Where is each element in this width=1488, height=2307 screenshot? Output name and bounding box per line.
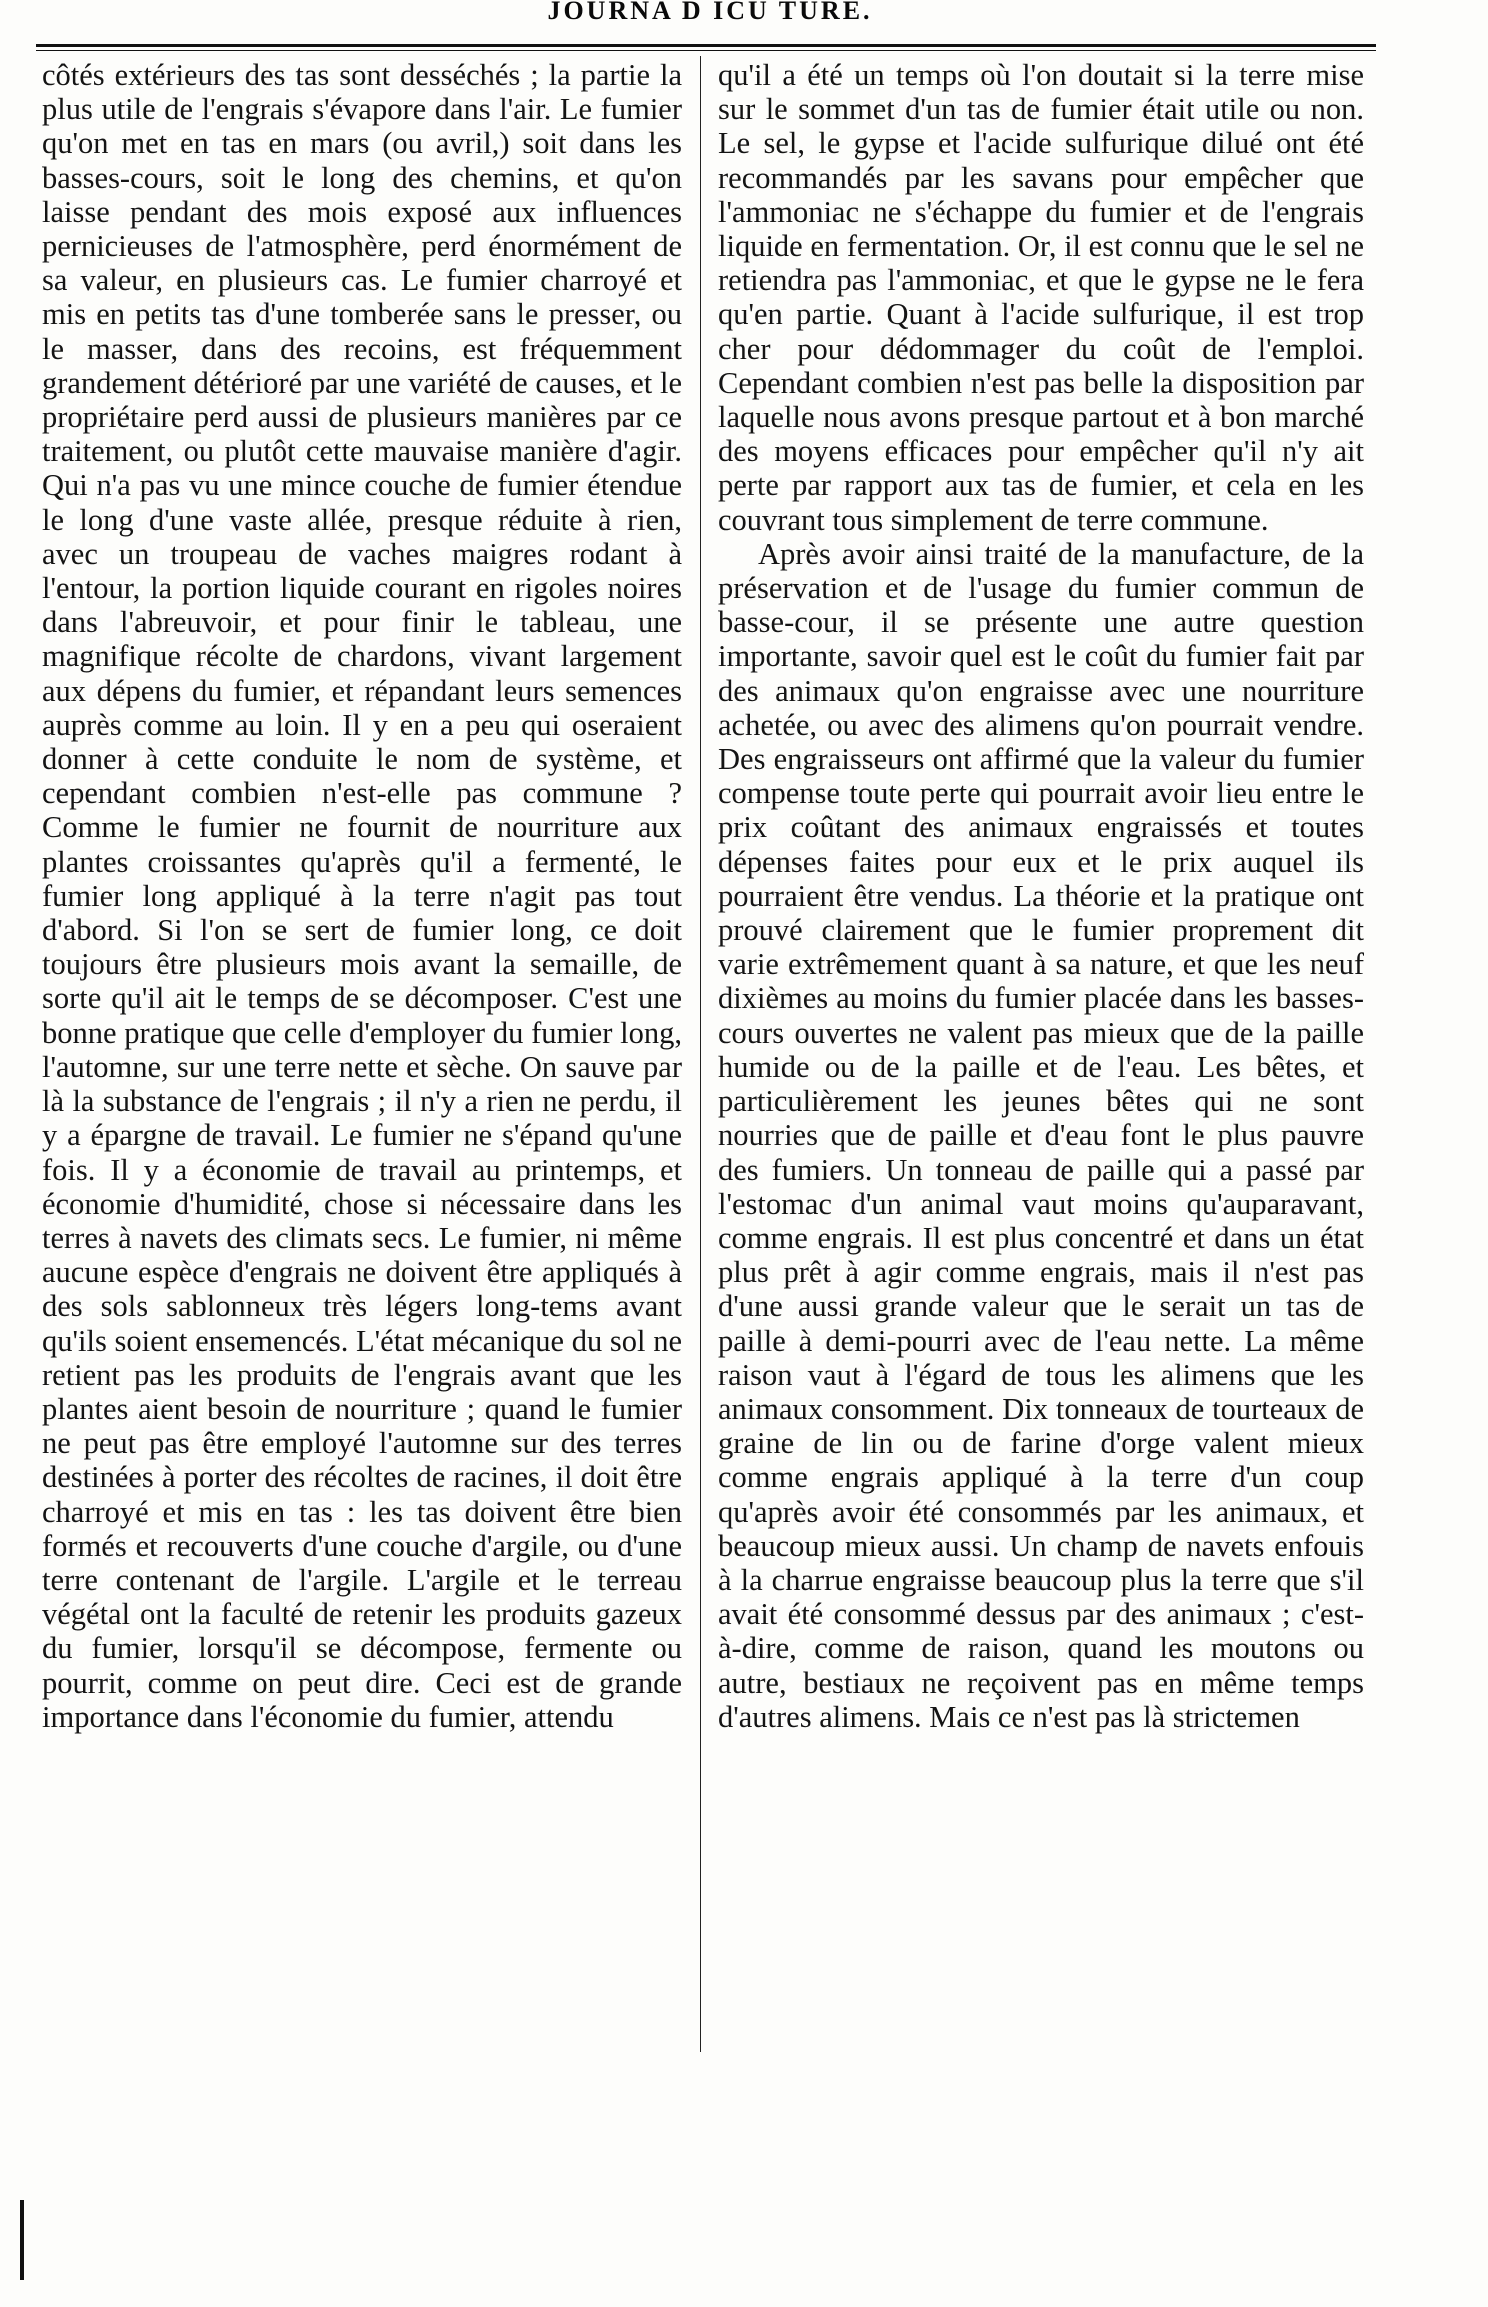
running-title: JOURNA D ICU TURE. [547,0,873,25]
right-paragraph-2: Après avoir ainsi traité de la manufacture, de la préservation et de l'usage du fumier commun de basse-cour, il se présente une autre question importante, savoir quel est le coût du fumier fait par des animaux qu'on engraisse avec une nourriture achetée, ou avec des alimens qu'on pourrait vendre. Des engraisseurs ont affirmé que la valeur du fumier compense toute perte qui pourrait avoir lieu entre le prix coûtant des animaux engraissés et toutes dépenses faites pour eux et le prix auquel ils pourraient être vendus. La théorie et la pratique ont prouvé clairement que le fumier proprement dit varie extrêmement quant à sa nature, et que les neuf dixièmes au moins du fumier placée dans les basses-cours ouvertes ne valent pas mieux que de la paille humide ou de la paille et de l'eau. Les bêtes, et particulièrement les jeunes bêtes qui ne sont nourries que de paille et d'eau font le plus pauvre des fumiers. Un tonneau de paille qui a passé par l'estomac d'un animal vaut moins qu'auparavant, comme engrais. Il est plus concentré et dans un état plus prêt à agir comme engrais, mais il n'est pas d'une aussi grande valeur que le serait un tas de paille à demi-pourri avec de l'eau nette. La même raison vaut à l'égard de tous les alimens que les animaux consomment. Dix tonneaux de tourteaux de graine de lin ou de farine d'orge valent mieux comme engrais appliqué à la terre d'un coup qu'après avoir été consommés par les animaux, et beaucoup mieux aussi. Un champ de navets enfouis à la charrue engraisse beaucoup plus la terre que s'il avait été consommé dessus par des animaux ; c'est-à-dire, comme de raison, quand les moutons ou autre, bestiaux ne reçoivent pas en même temps d'autres alimens. Mais ce n'est pas là strictemen [718,536,1364,1734]
right-paragraph-1: qu'il a été un temps où l'on doutait si la terre mise sur le sommet d'un tas de fumier était utile ou non. Le sel, le gypse et l'acide sulfurique dilué ont été recommandés par les savans pour empêcher que l'ammoniac ne s'échappe du fumier et de l'engrais liquide en fermentation. Or, il est connu que le sel ne retiendra pas l'ammoniac, et que le gypse ne le fera qu'en partie. Quant à l'acide sulfurique, il est trop cher pour dédommager du coût de l'emploi. Cependant combien n'est pas belle la disposition par laquelle nous avons presque partout et à bon marché des moyens efficaces pour empêcher qu'il n'y ait perte par rapport aux tas de fumier, et cela en les couvrant tous simplement de terre commune. [718,58,1364,537]
left-paragraph-1: côtés extérieurs des tas sont desséchés ; la partie la plus utile de l'engrais s'évapore dans l'air. Le fumier qu'on met en tas en mars (ou avril,) soit dans les basses-cours, soit le long des chemins, et qu'on laisse pendant des mois exposé aux influences pernicieuses de l'atmosphère, perd énormément de sa valeur, en plusieurs cas. Le fumier charroyé et mis en petits tas d'une tomberée sans le presser, ou le masser, dans des recoins, est fréquemment grandement détérioré par une variété de causes, et le propriétaire perd aussi de plusieurs manières par ce traitement, ou plutôt cette mauvaise manière d'agir. Qui n'a pas vu une mince couche de fumier étendue le long d'une vaste allée, presque réduite à rien, avec un troupeau de vaches maigres rodant à l'entour, la portion liquide courant en rigoles noires dans l'abreuvoir, et pour finir le tableau, une magnifique récolte de chardons, vivant largement aux dépens du fumier, et répandant leurs semences auprès comme au loin. Il y en a peu qui oseraient donner à cette conduite le nom de système, et cependant combien n'est-elle pas commune ? Comme le fumier ne fournit de nourriture aux plantes croissantes qu'après qu'il a fermenté, le fumier long appliqué à la terre n'agit pas tout d'abord. Si l'on se sert de fumier long, ce doit toujours être plusieurs mois avant la semaille, de sorte qu'il ait le temps de se décomposer. C'est une bonne pratique que celle d'employer du fumier long, l'automne, sur une terre nette et sèche. On sauve par là la substance de l'engrais ; il n'y a rien ne perdu, il y a épargne de travail. Le fumier ne s'épand qu'une fois. Il y a économie de travail au printemps, et économie d'humidité, chose si nécessaire dans les terres à navets des climats secs. Le fumier, ni même aucune espèce d'engrais ne doivent être appliqués à des sols sablonneux très légers long-tems avant qu'ils soient ensemencés. L'état mécanique du sol ne retient pas les produits de l'engrais avant que les plantes aient besoin de nourriture ; quand le fumier ne peut pas être employé l'automne sur des terres destinées à porter des récoltes de racines, il doit être charroyé et mis en tas : les tas doivent être bien formés et recouverts d'une couche d'argile, ou d'une terre contenant de l'argile. L'argile et le terreau végétal ont la faculté de retenir les produits gazeux du fumier, lorsqu'il se décompose, fermente ou pourrit, comme on peut dire. Ceci est de grande importance dans l'économie du fumier, attendu [42,58,682,1734]
column-divider [700,56,701,2052]
right-column [718,58,1364,2058]
header-rule-thin [36,50,1376,51]
margin-mark [20,2200,24,2280]
left-column [42,58,682,2058]
header-rule-thick [36,44,1376,47]
